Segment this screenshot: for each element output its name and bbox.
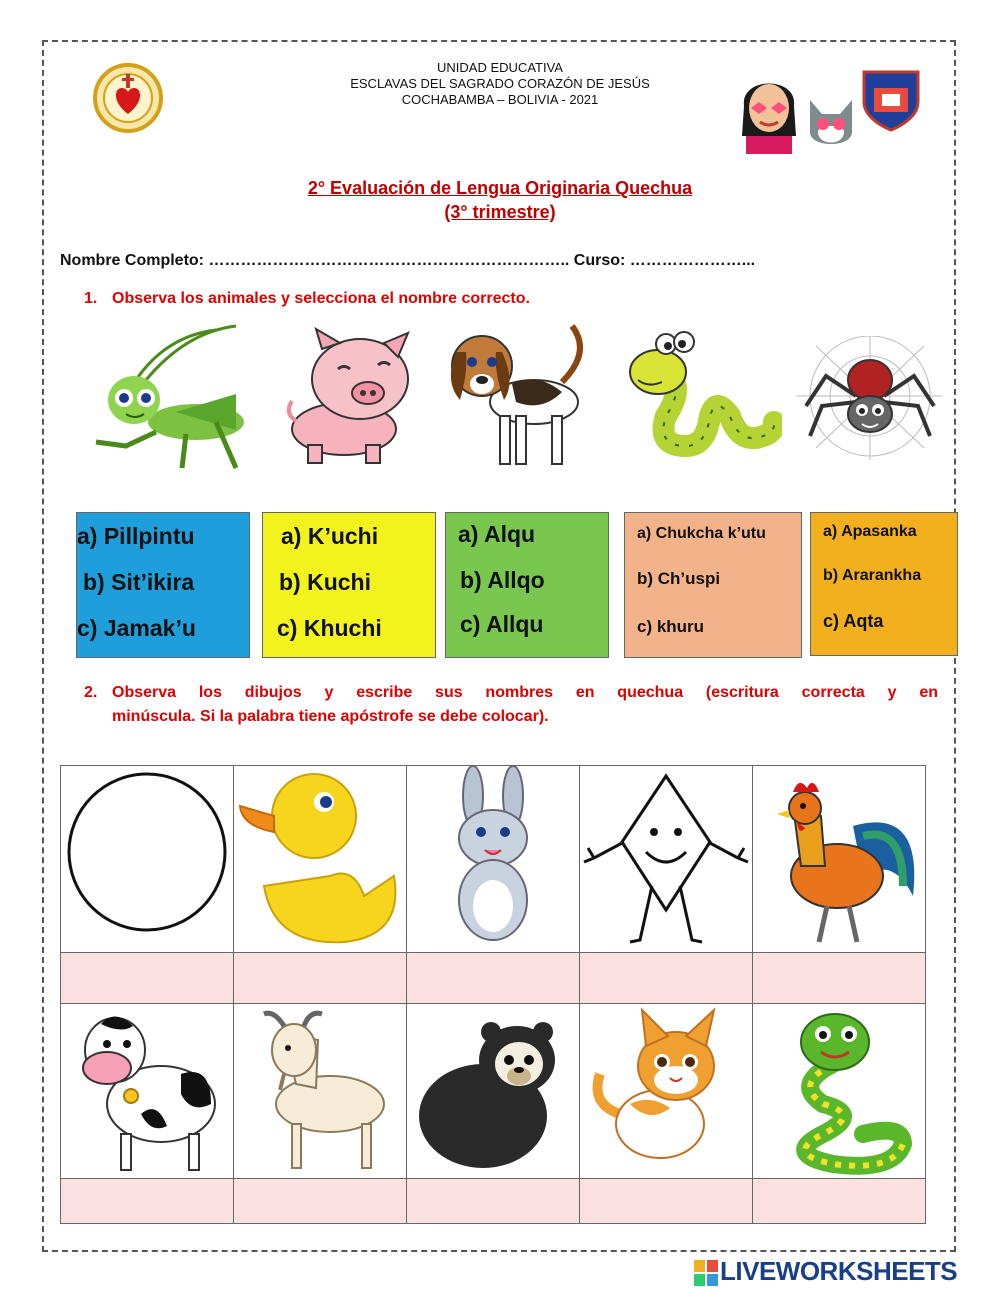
- answer-box-rooster[interactable]: [753, 953, 926, 1004]
- option-a[interactable]: a) Alqu: [458, 521, 536, 547]
- cell-rabbit: [407, 766, 580, 953]
- answer-box-goat[interactable]: [234, 1179, 407, 1224]
- option-c[interactable]: c) Khuchi: [277, 615, 382, 641]
- option-c[interactable]: c) khuru: [637, 617, 705, 636]
- option-b[interactable]: b) Allqo: [460, 567, 545, 593]
- option-c[interactable]: c) Allqu: [460, 611, 544, 637]
- option-a[interactable]: a) Pillpintu: [77, 523, 195, 549]
- spider-icon: [796, 336, 942, 462]
- bear-icon: [407, 1004, 579, 1178]
- cow-icon: [61, 1004, 233, 1178]
- option-b[interactable]: b) Kuchi: [279, 569, 371, 595]
- header-line-1: UNIDAD EDUCATIVA: [437, 60, 563, 75]
- pig-icon: [282, 325, 416, 465]
- options-box-pig: [262, 512, 436, 658]
- question-1-number: 1.: [84, 290, 98, 307]
- cell-cow: [61, 1004, 234, 1179]
- title-line-2: (3° trimestre): [444, 202, 556, 222]
- liveworksheets-logo-icon: [694, 1260, 718, 1286]
- title-line-1: 2° Evaluación de Lengua Originaria Quechua: [307, 178, 693, 198]
- option-b[interactable]: b) Sit’ikira: [83, 569, 195, 595]
- cell-circle: [61, 766, 234, 953]
- option-c[interactable]: c) Jamak’u: [77, 615, 196, 641]
- option-a[interactable]: a) K’uchi: [281, 523, 379, 549]
- worm-icon: [626, 326, 782, 460]
- liveworksheets-watermark: LIVEWORKSHEETS: [720, 1256, 958, 1286]
- answer-box-snake[interactable]: [753, 1179, 926, 1224]
- teacher-avatar-icon: [736, 66, 802, 154]
- answer-box-cow[interactable]: [61, 1179, 234, 1224]
- grasshopper-icon: [86, 322, 246, 472]
- cell-cat: [580, 1004, 753, 1179]
- answer-box-circle[interactable]: [61, 953, 234, 1004]
- cell-rooster: [753, 766, 926, 953]
- rhombus-icon: [580, 766, 752, 952]
- snake-icon: [753, 1004, 925, 1178]
- option-a[interactable]: a) Apasanka: [823, 523, 917, 540]
- question-2-text-line-1: Observa los dibujos y escribe sus nombres en quechua (escritura correcta y en: [112, 684, 938, 701]
- option-c[interactable]: c) Aqta: [823, 611, 884, 631]
- answer-box-duck[interactable]: [234, 953, 407, 1004]
- cat-avatar-icon: [804, 96, 858, 154]
- dog-icon: [442, 322, 592, 472]
- options-box-worm: [624, 512, 802, 658]
- cell-rhombus: [580, 766, 753, 953]
- option-a[interactable]: a) Chukcha k’utu: [637, 525, 766, 542]
- answer-box-bear[interactable]: [407, 1179, 580, 1224]
- school-shield-logo: [860, 68, 922, 134]
- drawings-table: [60, 765, 923, 1221]
- header-line-3: COCHABAMBA – BOLIVIA - 2021: [401, 92, 599, 107]
- cell-snake: [753, 1004, 926, 1179]
- rooster-icon: [753, 766, 925, 952]
- option-b[interactable]: b) Ch’uspi: [637, 569, 721, 588]
- duck-icon: [234, 766, 406, 952]
- header-line-2: ESCLAVAS DEL SAGRADO CORAZÓN DE JESÚS: [350, 76, 650, 91]
- options-box-dog: [445, 512, 609, 658]
- school-crest-logo: [92, 62, 164, 134]
- question-1-text: Observa los animales y selecciona el nombre correcto.: [112, 290, 530, 307]
- circle-icon: [61, 766, 233, 952]
- options-box-spider: [810, 512, 958, 656]
- goat-icon: [234, 1004, 406, 1178]
- answer-box-rabbit[interactable]: [407, 953, 580, 1004]
- cat-icon: [580, 1004, 752, 1178]
- cell-goat: [234, 1004, 407, 1179]
- answer-box-cat[interactable]: [580, 1179, 753, 1224]
- rabbit-icon: [407, 766, 579, 952]
- cell-bear: [407, 1004, 580, 1179]
- option-b[interactable]: b) Ararankha: [823, 567, 922, 584]
- options-box-grasshopper: [76, 512, 250, 658]
- answer-box-rhombus[interactable]: [580, 953, 753, 1004]
- name-course-line[interactable]: Nombre Completo: ………………………………………………………….. Curso: …………………...: [60, 252, 756, 269]
- cell-duck: [234, 766, 407, 953]
- question-2-number: 2.: [84, 684, 98, 701]
- question-2-text-line-2: minúscula. Si la palabra tiene apóstrofe se debe colocar).: [112, 708, 549, 725]
